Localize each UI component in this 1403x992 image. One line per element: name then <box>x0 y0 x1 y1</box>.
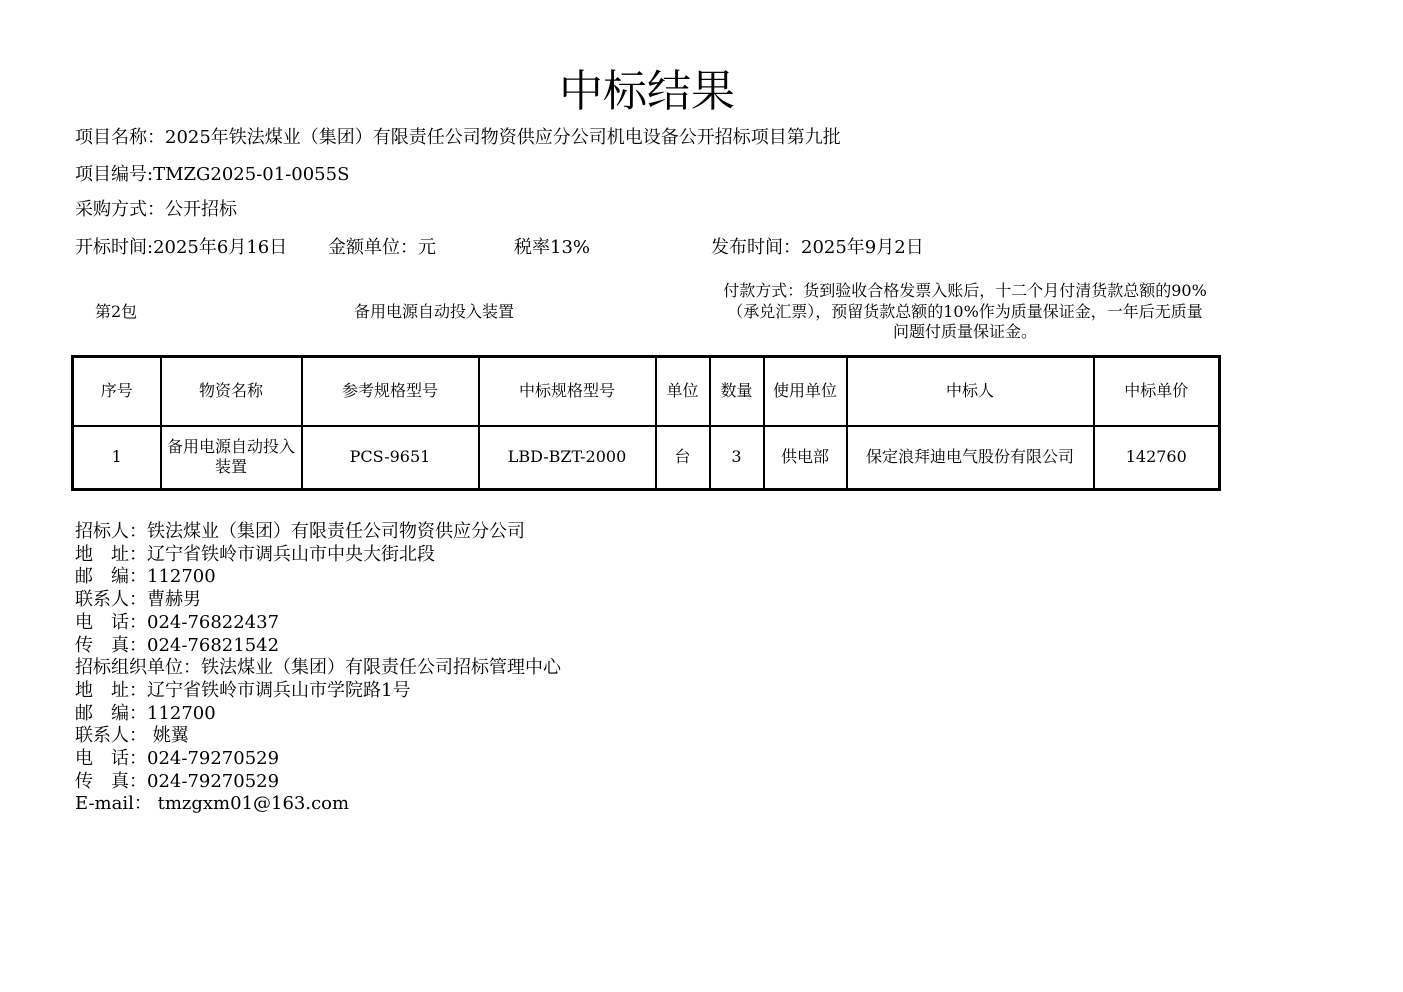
procurement-method-line <box>75 199 237 221</box>
package-name: 备用电源自动投入装置 <box>353 302 514 321</box>
header-unit-price: 中标单价 <box>1094 357 1220 426</box>
cell-winning-spec: LBD-BZT-2000 <box>479 426 656 490</box>
header-quantity: 数量 <box>710 357 764 426</box>
tenderer-fax: 传 真：024-76821542 <box>75 634 280 656</box>
opening-time-value: 2025年6月16日 <box>153 237 288 258</box>
cell-index: 1 <box>73 426 161 490</box>
tax-rate: 税率13% <box>514 237 591 258</box>
project-code-line <box>75 164 349 186</box>
header-winning-bidder: 中标人 <box>847 357 1094 426</box>
agency-address: 地 址：辽宁省铁岭市调兵山市学院路1号 <box>75 679 411 701</box>
contact-info <box>75 521 561 816</box>
tenderer-postcode: 邮 编：112700 <box>75 566 216 588</box>
tenderer-contact-person: 联系人：曹赫男 <box>75 589 201 611</box>
currency-unit-label: 金额单位： <box>328 237 418 258</box>
header-unit: 单位 <box>656 357 710 426</box>
tenderer-phone: 电 话：024-76822437 <box>75 611 280 633</box>
currency-unit <box>328 237 436 259</box>
payment-terms-line: （承兑汇票），预留货款总额的10%作为质量保证金，一年后无质量 <box>727 301 1203 321</box>
agency-name: 招标组织单位：铁法煤业（集团）有限责任公司招标管理中心 <box>75 657 561 679</box>
result-table <box>71 355 1221 491</box>
project-name-line <box>75 127 841 149</box>
procurement-method-value: 公开招标 <box>165 199 237 220</box>
project-code-value: TMZG2025-01-0055S <box>153 164 350 185</box>
publish-time-value: 2025年9月2日 <box>801 237 924 258</box>
page-title: 中标结果 <box>559 66 735 117</box>
table-header-row <box>73 357 1220 426</box>
agency-fax: 传 真：024-79270529 <box>75 770 280 792</box>
agency-email: E-mail： tmzgxm01@163.com <box>75 793 350 815</box>
cell-user-department: 供电部 <box>764 426 847 490</box>
header-material-name: 物资名称 <box>161 357 302 426</box>
cell-unit: 台 <box>656 426 710 490</box>
project-name-label: 项目名称： <box>75 127 165 148</box>
procurement-method-label: 采购方式： <box>75 199 165 220</box>
payment-terms-line: 问题付质量保证金。 <box>892 322 1037 341</box>
tenderer-address: 地 址：辽宁省铁岭市调兵山市中央大街北段 <box>75 543 435 565</box>
table-row <box>73 426 1220 490</box>
agency-postcode: 邮 编：112700 <box>75 702 216 724</box>
payment-terms <box>712 281 1218 343</box>
package-number: 第2包 <box>95 302 138 321</box>
agency-phone: 电 话：024-79270529 <box>75 748 280 770</box>
opening-time-label: 开标时间: <box>75 237 154 258</box>
cell-unit-price: 142760 <box>1094 426 1220 490</box>
header-user-department: 使用单位 <box>764 357 847 426</box>
project-name-value: 2025年铁法煤业（集团）有限责任公司物资供应分公司机电设备公开招标项目第九批 <box>165 127 841 148</box>
publish-time-label: 发布时间： <box>711 237 801 258</box>
header-index: 序号 <box>73 357 161 426</box>
payment-terms-line: 付款方式：货到验收合格发票入账后，十二个月付清货款总额的90% <box>723 281 1207 300</box>
cell-winning-bidder: 保定浪拜迪电气股份有限公司 <box>847 426 1094 490</box>
project-code-label: 项目编号: <box>75 164 154 185</box>
tenderer-name: 招标人：铁法煤业（集团）有限责任公司物资供应分公司 <box>75 521 525 542</box>
cell-reference-spec: PCS-9651 <box>302 426 479 490</box>
header-winning-spec: 中标规格型号 <box>479 357 656 426</box>
publish-time <box>711 237 924 259</box>
header-reference-spec: 参考规格型号 <box>302 357 479 426</box>
cell-quantity: 3 <box>710 426 764 490</box>
opening-time <box>75 237 287 259</box>
cell-material-name: 备用电源自动投入装置 <box>161 426 302 490</box>
currency-unit-value: 元 <box>418 237 436 258</box>
agency-contact-person: 联系人： 姚翼 <box>75 725 189 747</box>
